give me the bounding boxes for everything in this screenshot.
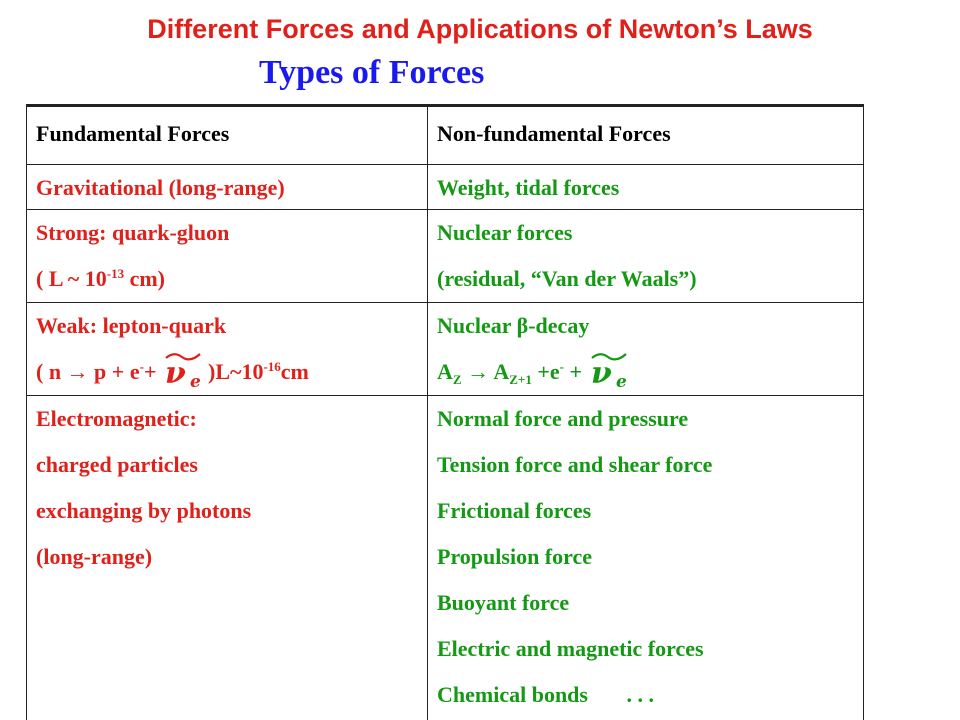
list-item: Buoyant force bbox=[437, 590, 570, 615]
table-row-weak bbox=[27, 303, 863, 396]
weak-electron-charge: - bbox=[139, 359, 144, 374]
cell-nuclear-forces bbox=[428, 210, 863, 302]
strong-description: quark-gluon bbox=[112, 220, 230, 245]
decay-arrow: → A bbox=[461, 359, 510, 384]
strong-label: Strong: bbox=[36, 220, 112, 245]
nuclear-residual-text: (residual, “Van der Waals”) bbox=[437, 266, 697, 291]
weak-label: Weak: bbox=[36, 313, 103, 338]
header-nonfundamental-forces bbox=[428, 107, 863, 164]
nucleus-z: Z bbox=[452, 372, 462, 387]
table-row-strong bbox=[27, 210, 863, 303]
antineutrino-subscript: e bbox=[615, 372, 627, 389]
beta-decay-equation bbox=[437, 349, 863, 395]
list-item: Electric and magnetic forces bbox=[437, 636, 704, 661]
weak-range-unit: cm bbox=[280, 359, 309, 384]
list-item: charged particles bbox=[36, 452, 198, 477]
strong-range-prefix: ( L ~ 10 bbox=[36, 266, 107, 291]
list-item: exchanging by photons bbox=[36, 498, 252, 523]
slide-title: Different Forces and Applications of Newton’s Laws bbox=[147, 14, 813, 44]
weak-line-1 bbox=[36, 303, 427, 349]
strong-line-1 bbox=[36, 210, 427, 256]
antineutrino-subscript: e bbox=[190, 372, 201, 389]
gravitational-range: (long-range) bbox=[163, 175, 285, 200]
forces-table bbox=[26, 104, 864, 720]
list-item: Frictional forces bbox=[437, 498, 592, 523]
table-row-electromagnetic bbox=[27, 396, 863, 720]
decay-electron: +e bbox=[531, 359, 560, 384]
weak-range-exponent: -16 bbox=[263, 359, 281, 374]
nuclear-forces-text: Nuclear forces bbox=[437, 220, 573, 245]
header-nonfundamental-label: Non-fundamental Forces bbox=[437, 121, 671, 146]
weak-reaction-prefix: ( n → p + e bbox=[36, 359, 140, 384]
strong-range-exponent: -13 bbox=[106, 266, 125, 281]
cell-gravitational bbox=[27, 165, 428, 209]
list-item: Propulsion force bbox=[437, 544, 593, 569]
header-fundamental-label: Fundamental Forces bbox=[36, 121, 230, 146]
weight-tidal-text: Weight, tidal forces bbox=[437, 175, 620, 200]
weak-range-prefix: )L~10 bbox=[208, 359, 264, 384]
antineutrino-icon bbox=[588, 356, 634, 389]
nucleus-z-plus-1: Z+1 bbox=[509, 372, 532, 387]
list-item: Electromagnetic: bbox=[36, 406, 197, 431]
antineutrino-icon bbox=[162, 356, 208, 389]
cell-strong bbox=[27, 210, 428, 302]
decay-plus: + bbox=[564, 359, 588, 384]
table-header-row bbox=[27, 107, 863, 165]
gravitational-label: Gravitational bbox=[36, 175, 164, 200]
cell-contact-forces bbox=[428, 396, 863, 720]
header-fundamental-forces bbox=[27, 107, 428, 164]
weak-description: lepton-quark bbox=[102, 313, 227, 338]
decay-electron-charge: - bbox=[559, 359, 564, 374]
table-row-gravitational bbox=[27, 165, 863, 210]
list-item: Tension force and shear force bbox=[437, 452, 713, 477]
list-item: Normal force and pressure bbox=[437, 406, 689, 431]
list-item: (long-range) bbox=[36, 544, 153, 569]
list-item: Chemical bonds . . . bbox=[437, 682, 654, 707]
weak-line-2 bbox=[36, 349, 427, 395]
strong-line-2 bbox=[36, 256, 427, 302]
cell-beta-decay bbox=[428, 303, 863, 395]
cell-weight-tidal bbox=[428, 165, 863, 209]
beta-decay-text: Nuclear β-decay bbox=[437, 313, 590, 338]
cell-weak bbox=[27, 303, 428, 395]
antineutrino-glyph: ν bbox=[165, 356, 186, 389]
section-heading: Types of Forces bbox=[259, 54, 485, 91]
strong-range-unit: cm) bbox=[124, 266, 165, 291]
nucleus-symbol: A bbox=[437, 359, 453, 384]
weak-plus: + bbox=[143, 359, 162, 384]
cell-electromagnetic bbox=[27, 396, 428, 720]
antineutrino-glyph: ν bbox=[590, 356, 612, 389]
